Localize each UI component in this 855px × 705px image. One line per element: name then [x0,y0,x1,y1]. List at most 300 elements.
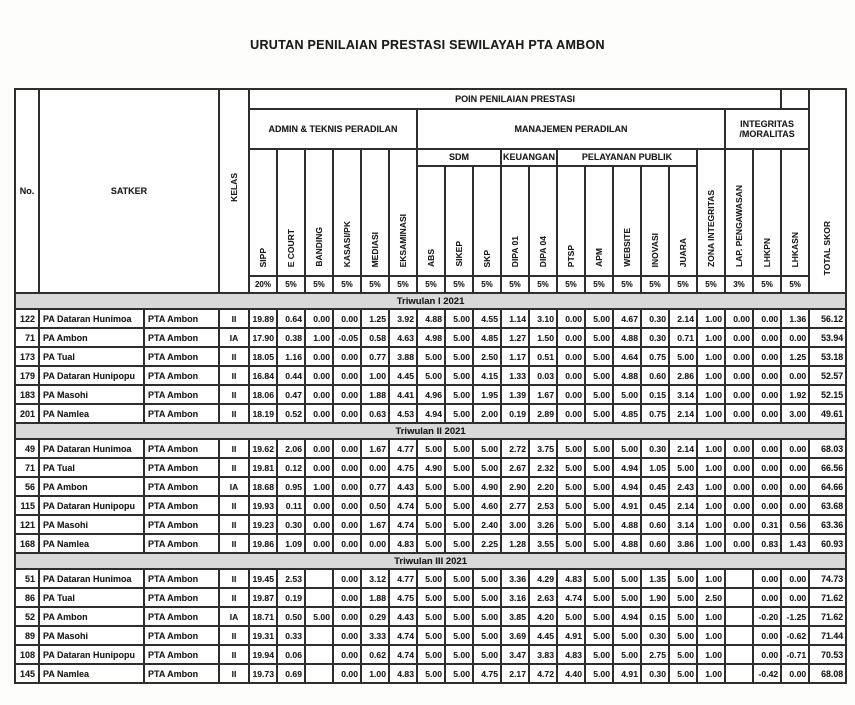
weight-cell: 5% [445,276,473,293]
score-cell: 5.00 [585,328,613,347]
score-cell: 5.00 [473,607,501,626]
score-cell: 0.44 [277,366,305,385]
score-cell: 1.92 [781,385,809,404]
satker-name-cell: PA Dataran Hunimoa [39,309,144,328]
score-cell: 0.75 [641,404,669,423]
row-number-cell: 89 [15,626,39,645]
row-number-cell: 173 [15,347,39,366]
score-cell: 5.00 [669,607,697,626]
score-cell: 5.00 [585,515,613,534]
col-header-kelas: KELAS [219,89,249,293]
score-cell: 0.69 [277,664,305,683]
score-cell: 1.88 [361,385,389,404]
row-number-cell: 179 [15,366,39,385]
score-cell: 2.67 [501,458,529,477]
score-cell: 4.72 [529,664,557,683]
satker-region-cell: PTA Ambon [144,515,219,534]
score-cell: 0.75 [641,347,669,366]
score-cell: 0.00 [725,385,753,404]
score-cell: 0.00 [333,366,361,385]
score-cell: 0.00 [725,515,753,534]
score-cell: 0.00 [781,569,809,588]
score-cell: 0.00 [333,385,361,404]
satker-name-cell: PA Masohi [39,385,144,404]
score-cell: 0.00 [333,458,361,477]
row-number-cell: 115 [15,496,39,515]
score-cell: -0.20 [753,607,781,626]
satker-name-cell: PA Masohi [39,626,144,645]
score-cell: 5.00 [473,588,501,607]
score-cell: 5.00 [557,515,585,534]
score-cell: 1.00 [361,664,389,683]
score-cell: 0.00 [333,588,361,607]
score-cell: 0.00 [781,496,809,515]
score-cell: 0.00 [305,515,333,534]
score-cell: 3.88 [389,347,417,366]
satker-region-cell: PTA Ambon [144,404,219,423]
weight-cell: 5% [613,276,641,293]
kelas-cell: II [219,664,249,683]
score-cell: 1.00 [697,496,725,515]
score-cell: -0.42 [753,664,781,683]
score-cell: 1.50 [529,328,557,347]
table-row [15,366,846,385]
score-cell: 5.00 [669,347,697,366]
score-cell: 2.90 [501,477,529,496]
score-cell: 0.00 [725,328,753,347]
score-cell: 4.83 [557,569,585,588]
table-row [15,515,846,534]
score-cell: 4.83 [389,664,417,683]
weight-cell: 20% [249,276,277,293]
score-cell: 5.00 [445,477,473,496]
score-cell: 4.74 [389,626,417,645]
score-cell: 4.90 [473,477,501,496]
table-row [15,347,846,366]
table-row [15,328,846,347]
col-header-lhkasn: LHKASN [781,149,809,276]
score-cell: 5.00 [669,569,697,588]
table-header [15,89,846,293]
score-cell: -1.25 [781,607,809,626]
score-cell: 4.91 [613,664,641,683]
score-cell: 18.06 [249,385,277,404]
weight-cell: 5% [669,276,697,293]
table-row [15,607,846,626]
score-cell: 0.00 [725,347,753,366]
score-cell: 3.83 [529,645,557,664]
score-cell: 0.00 [725,309,753,328]
score-cell: 2.63 [529,588,557,607]
score-cell: 2.14 [669,496,697,515]
score-cell: 3.00 [781,404,809,423]
score-cell: 1.09 [277,534,305,553]
score-cell: 5.00 [445,328,473,347]
row-number-cell: 51 [15,569,39,588]
score-cell: 5.00 [445,439,473,458]
score-cell: 5.00 [445,664,473,683]
score-cell: 0.00 [725,439,753,458]
score-cell: 2.72 [501,439,529,458]
header-spacer-cell [781,89,809,109]
score-cell: 5.00 [417,607,445,626]
score-cell: 4.96 [417,385,445,404]
score-cell: 0.00 [725,534,753,553]
score-cell: 1.27 [501,328,529,347]
score-cell: 5.00 [557,607,585,626]
satker-region-cell: PTA Ambon [144,496,219,515]
score-cell: 5.00 [557,458,585,477]
score-cell: 1.17 [501,347,529,366]
score-cell: 2.53 [529,496,557,515]
total-score-cell: 71.44 [809,626,846,645]
col-header-ptsp: PTSP [557,166,585,276]
kelas-cell: II [219,515,249,534]
group-header-integritas: INTEGRITAS /MORALITAS [725,109,809,149]
row-number-cell: 183 [15,385,39,404]
satker-name-cell: PA Dataran Hunimoa [39,439,144,458]
score-cell: 3.26 [529,515,557,534]
score-cell: 5.00 [669,458,697,477]
score-cell: 5.00 [473,439,501,458]
score-cell: 5.00 [585,664,613,683]
score-cell: 0.00 [753,588,781,607]
score-cell: 5.00 [445,496,473,515]
row-number-cell: 168 [15,534,39,553]
score-cell [725,645,753,664]
score-cell: 5.00 [417,496,445,515]
satker-name-cell: PA Tual [39,588,144,607]
score-cell: 0.30 [641,309,669,328]
score-cell: 2.20 [529,477,557,496]
score-cell: 5.00 [585,607,613,626]
kelas-cell: II [219,439,249,458]
score-cell: 0.00 [333,347,361,366]
col-header-e-court: E COURT [277,149,305,276]
score-cell [305,588,333,607]
weight-cell: 5% [333,276,361,293]
table-row [15,309,846,328]
score-cell: 3.14 [669,515,697,534]
satker-name-cell: PA Tual [39,458,144,477]
satker-region-cell: PTA Ambon [144,328,219,347]
score-cell: 0.63 [361,404,389,423]
score-cell: 1.35 [641,569,669,588]
score-cell: 4.45 [529,626,557,645]
score-cell: 3.69 [501,626,529,645]
score-cell: 1.05 [641,458,669,477]
score-cell [725,588,753,607]
satker-region-cell: PTA Ambon [144,569,219,588]
score-cell: 0.00 [305,366,333,385]
satker-name-cell: PA Namlea [39,664,144,683]
score-cell: 4.75 [389,588,417,607]
col-header-sipp: SIPP [249,149,277,276]
score-cell: 3.12 [361,569,389,588]
score-cell: 4.75 [473,664,501,683]
score-cell: 5.00 [417,347,445,366]
score-cell [305,664,333,683]
score-cell: 5.00 [585,404,613,423]
score-cell: 1.00 [697,626,725,645]
kelas-cell: II [219,645,249,664]
score-cell: 4.88 [613,366,641,385]
total-score-cell: 71.62 [809,588,846,607]
score-cell: 19.45 [249,569,277,588]
score-cell: 1.00 [697,534,725,553]
score-cell: 1.39 [501,385,529,404]
kelas-cell: IA [219,328,249,347]
score-cell: 5.00 [445,458,473,477]
weight-cell: 5% [557,276,585,293]
score-cell: 0.00 [753,458,781,477]
score-cell: 5.00 [613,588,641,607]
prestasi-table [14,88,847,684]
score-cell: 4.90 [417,458,445,477]
score-cell: 1.00 [305,328,333,347]
score-cell: 5.00 [669,645,697,664]
col-header-website: WEBSITE [613,166,641,276]
score-cell: 0.11 [277,496,305,515]
score-cell: 0.00 [753,404,781,423]
satker-name-cell: PA Dataran Hunimoa [39,569,144,588]
score-cell: 0.29 [361,607,389,626]
group-header-manajemen: MANAJEMEN PERADILAN [417,109,725,149]
score-cell: 0.00 [753,385,781,404]
score-cell: 2.06 [277,439,305,458]
total-score-cell: 63.68 [809,496,846,515]
score-cell: 4.75 [389,458,417,477]
score-cell: 19.23 [249,515,277,534]
score-cell: 1.25 [361,309,389,328]
satker-name-cell: PA Tual [39,347,144,366]
score-cell: 4.15 [473,366,501,385]
kelas-cell: IA [219,477,249,496]
score-cell: 5.00 [613,626,641,645]
score-cell: 0.56 [781,515,809,534]
satker-region-cell: PTA Ambon [144,477,219,496]
score-cell: 0.00 [781,477,809,496]
score-cell: 5.00 [445,404,473,423]
header-poin-penilaian: POIN PENILAIAN PRESTASI [249,89,781,109]
score-cell: 1.67 [361,439,389,458]
col-header-kasasi-pk: KASASI/PK [333,149,361,276]
score-cell: 5.00 [417,366,445,385]
score-cell: 5.00 [445,534,473,553]
score-cell: 18.68 [249,477,277,496]
score-cell: 4.64 [613,347,641,366]
score-cell: 0.64 [277,309,305,328]
score-cell: -0.71 [781,645,809,664]
score-cell: 3.16 [501,588,529,607]
score-cell: 0.15 [641,385,669,404]
kelas-cell: II [219,347,249,366]
weight-cell: 5% [277,276,305,293]
score-cell: 2.32 [529,458,557,477]
score-cell: 4.85 [473,328,501,347]
score-cell: 0.00 [333,664,361,683]
score-cell: 3.92 [389,309,417,328]
score-cell: 1.00 [305,477,333,496]
col-header-mediasi: MEDIASI [361,149,389,276]
satker-region-cell: PTA Ambon [144,366,219,385]
score-cell: 4.85 [613,404,641,423]
score-cell: 0.00 [781,439,809,458]
weight-cell: 5% [641,276,669,293]
score-cell: 0.00 [361,458,389,477]
kelas-cell: II [219,588,249,607]
score-cell: 19.73 [249,664,277,683]
score-cell [305,645,333,664]
score-cell [725,569,753,588]
score-cell: 0.00 [333,496,361,515]
score-cell: 18.05 [249,347,277,366]
col-header-banding: BANDING [305,149,333,276]
col-header-dipa-01: DIPA 01 [501,166,529,276]
score-cell: 2.40 [473,515,501,534]
score-cell: 5.00 [473,458,501,477]
total-score-cell: 53.18 [809,347,846,366]
score-cell: 1.00 [697,645,725,664]
table-row [15,664,846,683]
score-cell: 5.00 [445,309,473,328]
score-cell: 1.00 [697,607,725,626]
score-cell: 0.00 [333,569,361,588]
score-cell: 4.94 [417,404,445,423]
total-score-cell: 70.53 [809,645,846,664]
score-cell: 5.00 [445,347,473,366]
score-cell: 1.43 [781,534,809,553]
score-cell: 2.00 [473,404,501,423]
score-cell: 0.71 [669,328,697,347]
score-cell: 5.00 [585,496,613,515]
score-cell: 19.31 [249,626,277,645]
score-cell: 4.77 [389,439,417,458]
score-cell: 5.00 [445,569,473,588]
score-cell: 0.00 [557,328,585,347]
satker-region-cell: PTA Ambon [144,347,219,366]
score-cell: 0.30 [641,626,669,645]
score-cell: 0.00 [305,385,333,404]
weight-cell: 5% [585,276,613,293]
score-cell: 0.00 [753,309,781,328]
score-cell: 5.00 [445,626,473,645]
score-cell: 4.91 [613,496,641,515]
col-header-no: No. [15,89,39,293]
score-cell: 5.00 [585,309,613,328]
col-header-skp: SKP [473,166,501,276]
score-cell: 5.00 [669,626,697,645]
col-header-satker: SATKER [39,89,219,293]
score-cell: 1.00 [697,309,725,328]
row-number-cell: 201 [15,404,39,423]
col-header-zona-integritas: ZONA INTEGRITAS [697,149,725,276]
score-cell: 4.74 [389,496,417,515]
col-header-lhkpn: LHKPN [753,149,781,276]
total-score-cell: 56.12 [809,309,846,328]
score-cell: 4.60 [473,496,501,515]
kelas-cell: II [219,534,249,553]
table-body [15,293,846,683]
score-cell: 0.00 [753,569,781,588]
row-number-cell: 56 [15,477,39,496]
score-cell: 3.86 [669,534,697,553]
section-band-label: Triwulan I 2021 [15,293,846,309]
score-cell: 0.30 [277,515,305,534]
score-cell: 0.30 [641,664,669,683]
score-cell: 1.00 [697,328,725,347]
satker-region-cell: PTA Ambon [144,534,219,553]
satker-name-cell: PA Dataran Hunipopu [39,645,144,664]
score-cell: 0.06 [277,645,305,664]
score-cell: 0.00 [333,534,361,553]
kelas-cell: IA [219,607,249,626]
total-score-cell: 64.66 [809,477,846,496]
score-cell: 2.14 [669,309,697,328]
score-cell: 0.00 [753,366,781,385]
score-cell: 0.47 [277,385,305,404]
score-cell: 0.00 [753,439,781,458]
score-cell: 0.00 [781,366,809,385]
score-cell: 4.43 [389,607,417,626]
score-cell: 5.00 [585,385,613,404]
row-number-cell: 108 [15,645,39,664]
section-band-label: Triwulan II 2021 [15,423,846,439]
score-cell: 0.00 [725,496,753,515]
score-cell: 2.50 [697,588,725,607]
score-cell: 0.30 [641,439,669,458]
score-cell: 5.00 [585,534,613,553]
score-cell: 0.00 [753,645,781,664]
score-cell: 4.98 [417,328,445,347]
satker-name-cell: PA Ambon [39,328,144,347]
score-cell: 5.00 [417,515,445,534]
score-cell: 0.00 [305,404,333,423]
score-cell: 0.03 [529,366,557,385]
score-cell: 1.00 [697,347,725,366]
total-score-cell: 74.73 [809,569,846,588]
score-cell: 5.00 [417,626,445,645]
score-cell: 0.00 [333,439,361,458]
score-cell: 5.00 [669,664,697,683]
score-cell: 2.43 [669,477,697,496]
score-cell: 3.47 [501,645,529,664]
score-cell: 4.77 [389,569,417,588]
weight-cell: 3% [725,276,753,293]
score-cell: 0.00 [725,477,753,496]
score-cell: 18.19 [249,404,277,423]
score-cell: 0.00 [753,328,781,347]
score-cell: 0.12 [277,458,305,477]
score-cell: 4.74 [557,588,585,607]
score-cell: 0.00 [781,328,809,347]
score-cell: 1.95 [473,385,501,404]
score-cell: 0.00 [557,366,585,385]
score-cell: 0.00 [305,534,333,553]
score-cell: 5.00 [585,588,613,607]
satker-name-cell: PA Ambon [39,477,144,496]
score-cell: 0.00 [781,664,809,683]
score-cell: 4.45 [389,366,417,385]
score-cell: 0.51 [529,347,557,366]
row-number-cell: 49 [15,439,39,458]
score-cell: 0.00 [725,458,753,477]
score-cell: 4.74 [389,515,417,534]
total-score-cell: 71.62 [809,607,846,626]
score-cell: -0.62 [781,626,809,645]
score-cell: 3.33 [361,626,389,645]
score-cell: 0.00 [333,477,361,496]
